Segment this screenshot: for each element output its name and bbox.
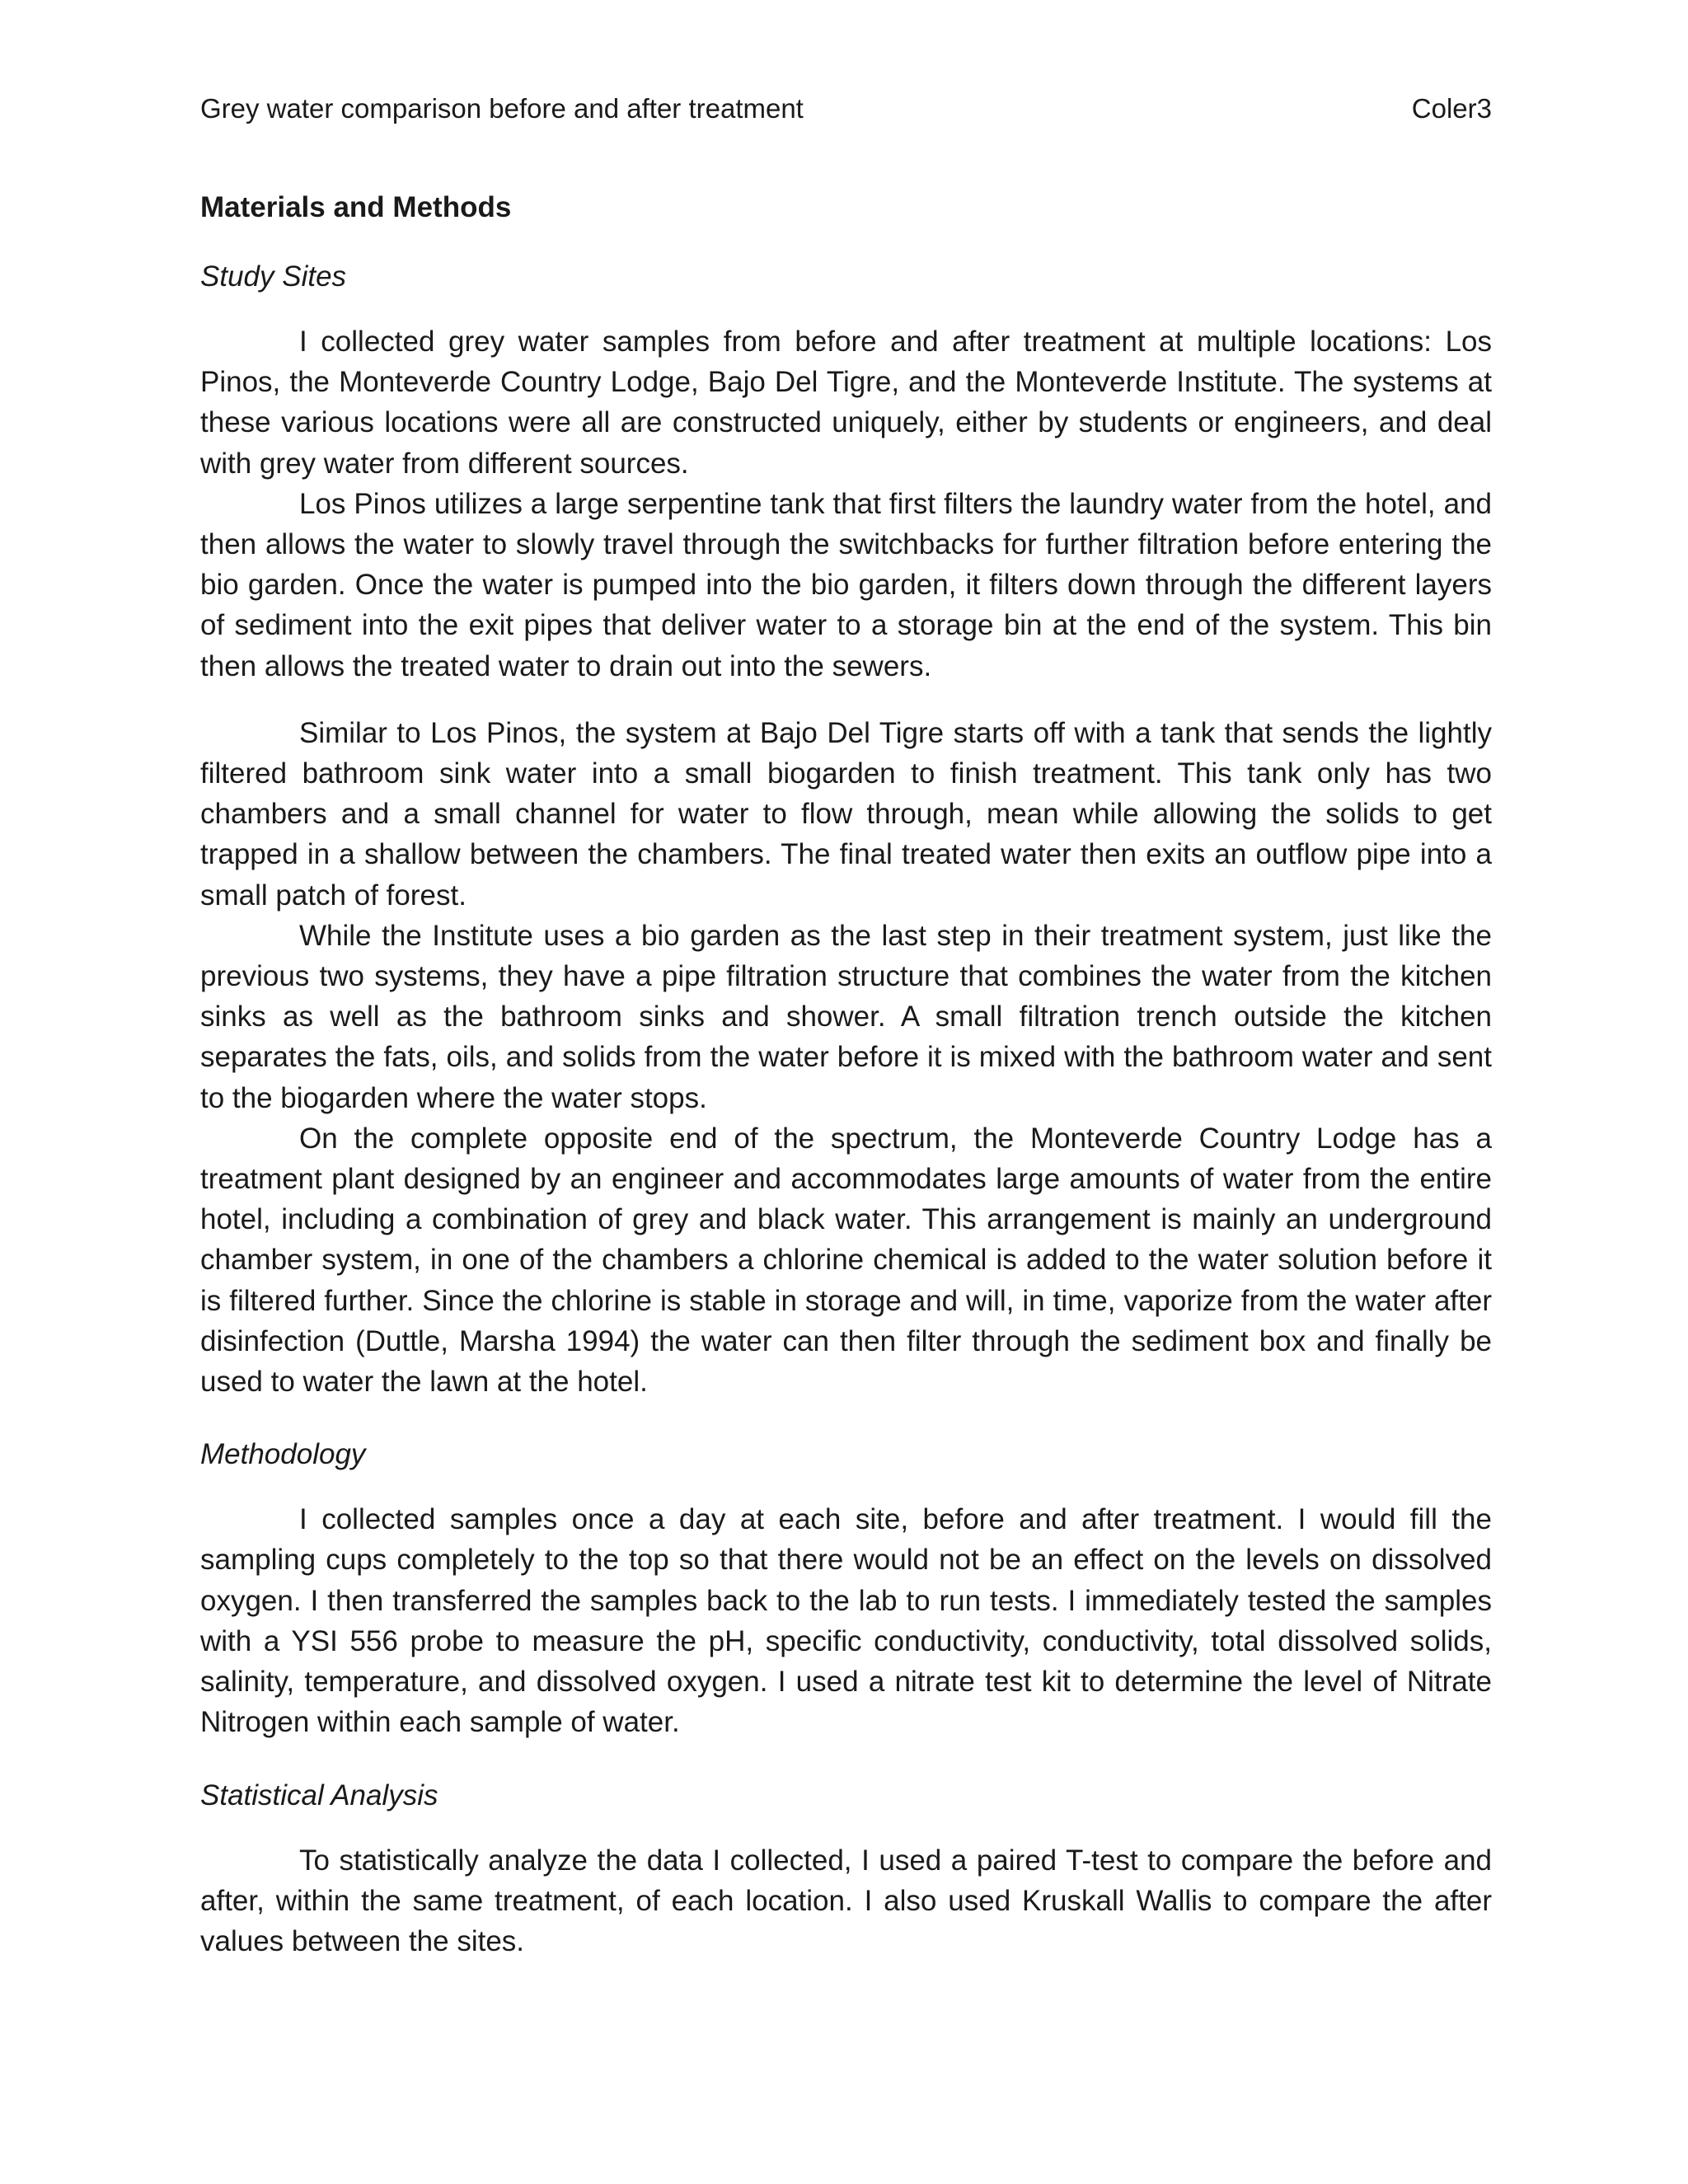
study-sites-paragraph-1: I collected grey water samples from before and after treatment at multiple locations: Los Pinos, the Monteverde Country Lodge, Bajo Del Tigre, and the Monteverde Institute. The systems at these various locations were all are constructed uniquely, either by students or engineers, and deal with grey water from different sources. bbox=[200, 326, 1492, 480]
statistical-analysis-heading: Statistical Analysis bbox=[200, 1779, 438, 1811]
methodology-heading: Methodology bbox=[200, 1438, 366, 1471]
running-header bbox=[200, 92, 1492, 125]
document-page bbox=[200, 92, 1492, 1961]
header-page-label: Coler3 bbox=[1411, 93, 1492, 124]
study-sites-paragraph-2: Los Pinos utilizes a large serpentine tank that first filters the laundry water from the hotel, and then allows the water to slowly travel through the switchbacks for further filtration before entering the bio garden. Once the water is pumped into the bio garden, it filters down through the different layers of sediment into the exit pipes that deliver water to a storage bin at the end of the system. This bin then allows the treated water to drain out into the sewers. bbox=[200, 487, 1492, 682]
study-sites-paragraph-3: Similar to Los Pinos, the system at Bajo Del Tigre starts off with a tank that sends the lightly filtered bathroom sink water into a small biogarden to finish treatment. This tank only has two chambers and a small channel for water to flow through, mean while allowing the solids to get trapped in a shallow between the chambers. The final treated water then exits an outflow pipe into a small patch of forest. bbox=[200, 716, 1492, 912]
study-sites-heading: Study Sites bbox=[200, 260, 347, 293]
study-sites-paragraph-4: While the Institute uses a bio garden as the last step in their treatment system, just like the previous two systems, they have a pipe filtration structure that combines the water from the kitchen sinks as well as the bathroom sinks and shower. A small filtration trench outside the kitchen separates the fats, oils, and solids from the water before it is mixed with the bathroom water and sent to the biogarden where the water stops. bbox=[200, 919, 1492, 1114]
study-sites-paragraph-5: On the complete opposite end of the spectrum, the Monteverde Country Lodge has a treatment plant designed by an engineer and accommodates large amounts of water from the entire hotel, including a combination of grey and black water. This arrangement is mainly an underground chamber system, in one of the chambers a chlorine chemical is added to the water solution before it is filtered further. Since the chlorine is stable in storage and will, in time, vaporize from the water after disinfection (Duttle, Marsha 1994) the water can then filter through the sediment box and finally be used to water the lawn at the hotel. bbox=[200, 1122, 1492, 1399]
section-title: Materials and Methods bbox=[200, 191, 512, 223]
header-title: Grey water comparison before and after treatment bbox=[200, 93, 804, 124]
methodology-paragraph: I collected samples once a day at each site, before and after treatment. I would fill the sampling cups completely to the top so that there would not be an effect on the levels on dissolved oxygen. I then transferred the samples back to the lab to run tests. I immediately tested the samples with a YSI 556 probe to measure the pH, specific conductivity, conductivity, total dissolved solids, salinity, temperature, and dissolved oxygen. I used a nitrate test kit to determine the level of Nitrate Nitrogen within each sample of water. bbox=[200, 1503, 1492, 1739]
statistical-analysis-paragraph: To statistically analyze the data I collected, I used a paired T-test to compare the before and after, within the same treatment, of each location. I also used Kruskall Wallis to compare the after values between the sites. bbox=[200, 1844, 1492, 1957]
